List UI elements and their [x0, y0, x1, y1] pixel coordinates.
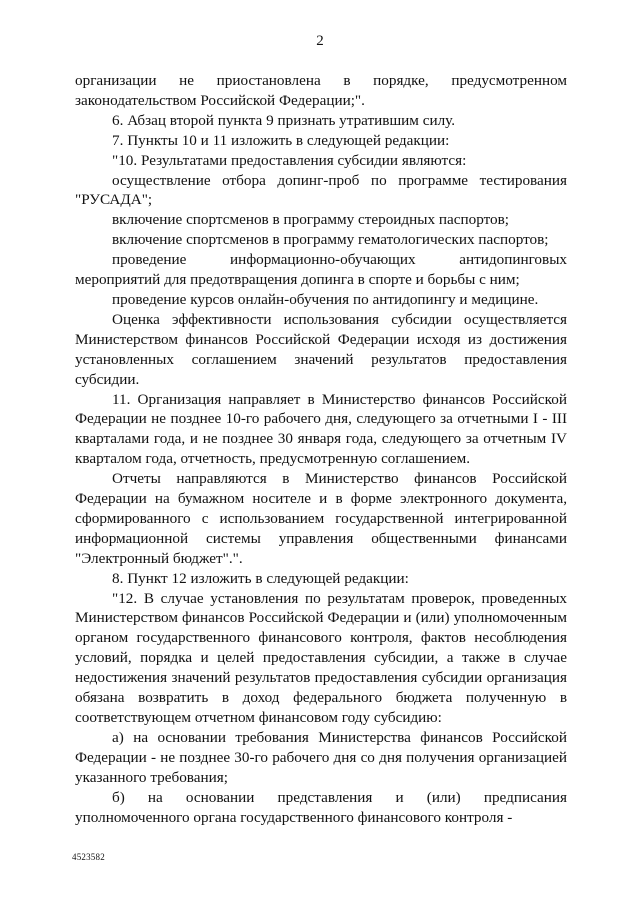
paragraph: Отчеты направляются в Министерство финансов Российской Федерации на бумажном носителе и в форме электронного документа, сформированного с использованием государственной интегрированной информационной системы управления общественными финансами "Электронный бюджет".". — [75, 470, 567, 567]
paragraph: б) на основании представления и (или) предписания уполномоченного органа государственного финансового контроля - — [75, 788, 567, 826]
paragraph: Оценка эффективности использования субсидии осуществляется Министерством финансов Российской Федерации исходя из достижения установленных соглашением значений результатов предоставления субсидии. — [75, 310, 567, 388]
document-code: 4523582 — [72, 852, 105, 862]
paragraph: "10. Результатами предоставления субсидии являются: — [112, 151, 467, 169]
page-number: 2 — [316, 33, 324, 49]
paragraph: включение спортсменов в программу стероидных паспортов; — [112, 211, 510, 229]
paragraph: проведение информационно-обучающих антидопинговых мероприятий для предотвращения допинга в спорте и борьбы с ним; — [75, 251, 567, 289]
paragraph: включение спортсменов в программу гематологических паспортов; — [112, 231, 549, 249]
paragraph: а) на основании требования Министерства финансов Российской Федерации - не позднее 30-го рабочего дня со дня получения организацией указанного требования; — [75, 728, 567, 786]
paragraph: осуществление отбора допинг-проб по программе тестирования "РУСАДА"; — [75, 171, 567, 209]
paragraph: 8. Пункт 12 изложить в следующей редакции: — [112, 569, 409, 587]
paragraph: "12. В случае установления по результатам проверок, проведенных Министерством финансов Российской Федерации и (или) уполномоченным органом государственного финансового контроля, фактов несоблюдения условий, порядка и целей предоставления субсидии, а также в случае недостижения значений результатов предоставления субсидии организация обязана возвратить в доход федерального бюджета полученную в соответствующем отчетном финансовом году субсидию: — [75, 589, 567, 726]
paragraph: 11. Организация направляет в Министерство финансов Российской Федерации не позднее 10-го рабочего дня, следующего за отчетными I - III кварталами года, и не позднее 30 января года, следующего за отчетным IV кварталом года, отчетность, предусмотренную соглашением. — [75, 390, 567, 468]
paragraph: 7. Пункты 10 и 11 изложить в следующей редакции: — [112, 131, 450, 149]
paragraph: организации не приостановлена в порядке, предусмотренном законодательством Российской Федерации;". — [75, 72, 567, 109]
document-body — [75, 71, 567, 827]
paragraph: проведение курсов онлайн-обучения по антидопингу и медицине. — [112, 290, 539, 308]
paragraph: 6. Абзац второй пункта 9 признать утратившим силу. — [112, 111, 456, 129]
